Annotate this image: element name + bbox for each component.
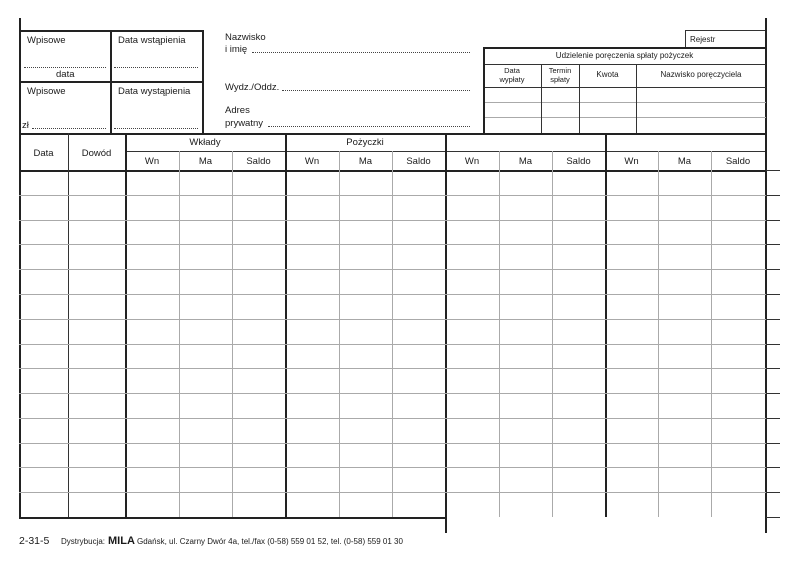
sub-wn: Wn <box>464 156 480 167</box>
frame-line <box>19 517 446 519</box>
group-wklady: Wkłady <box>189 137 221 148</box>
data-wystapienia-label: Data wystąpienia <box>118 86 191 97</box>
sub-saldo: Saldo <box>725 156 751 167</box>
frame-line <box>605 133 607 517</box>
udzielenie-title: Udzielenie poręczenia spłaty pożyczek <box>555 51 694 60</box>
grid-line <box>232 151 233 517</box>
grid-line <box>392 151 393 517</box>
form-code: 2-31-5 <box>19 535 50 547</box>
col-data: Data <box>33 148 54 159</box>
frame-line <box>765 133 767 533</box>
frame-line <box>483 64 766 65</box>
grid-line <box>483 102 766 103</box>
nazwisko-label: Nazwisko <box>225 32 266 43</box>
sub-saldo: Saldo <box>566 156 591 167</box>
grid-line <box>711 151 712 517</box>
margin-tick <box>766 170 780 171</box>
distributor-address: Gdańsk, ul. Czarny Dwór 4a, tel./fax (0-58) 559 01 52, tel. (0-58) 559 01 30 <box>137 537 403 546</box>
frame-line <box>111 30 203 32</box>
row-line <box>19 418 766 419</box>
sub-ma: Ma <box>358 156 373 167</box>
frame-line <box>483 47 766 49</box>
margin-tick <box>766 220 780 221</box>
sub-wn: Wn <box>304 156 320 167</box>
sub-ma: Ma <box>677 156 692 167</box>
wydz-label: Wydz./Oddz. <box>225 82 280 93</box>
frame-line <box>483 87 766 88</box>
adres-label: Adres <box>225 105 250 116</box>
data-wstapienia-label: Data wstąpienia <box>118 35 186 46</box>
zl-field[interactable] <box>32 128 106 129</box>
row-line <box>19 269 766 270</box>
frame-line <box>685 30 686 47</box>
sub-ma: Ma <box>198 156 213 167</box>
row-line <box>19 443 766 444</box>
rejestr-label: Rejestr <box>690 35 716 44</box>
zl-label: zł <box>22 120 29 131</box>
col-nazwisko-poreczyciela: Nazwisko poręczyciela <box>660 70 742 79</box>
margin-tick <box>766 443 780 444</box>
grid-line <box>339 151 340 517</box>
row-line <box>19 368 766 369</box>
col-dowod: Dowód <box>81 148 112 159</box>
data-wystapienia-field[interactable] <box>114 128 198 129</box>
sub-wn: Wn <box>624 156 639 167</box>
margin-tick <box>766 418 780 419</box>
frame-line <box>541 64 542 134</box>
margin-tick <box>766 195 780 196</box>
wpisowe-label-2: Wpisowe <box>27 86 66 97</box>
frame-line <box>202 30 204 134</box>
wpisowe-field[interactable] <box>24 67 106 68</box>
col-termin-splaty: Termin <box>548 66 572 75</box>
grid-line <box>179 151 180 517</box>
brand-name: MILA <box>108 535 135 547</box>
grid-line <box>483 117 766 118</box>
col-kwota: Kwota <box>596 70 619 79</box>
sub-saldo: Saldo <box>246 156 271 167</box>
sub-wn: Wn <box>144 156 160 167</box>
margin-tick <box>766 368 780 369</box>
row-line <box>19 393 766 394</box>
margin-tick <box>766 244 780 245</box>
margin-tick <box>766 467 780 468</box>
imie-label: i imię <box>225 44 248 55</box>
margin-tick <box>766 319 780 320</box>
frame-line <box>125 133 127 517</box>
wydz-field[interactable] <box>282 90 470 91</box>
wpisowe-label: Wpisowe <box>27 35 66 46</box>
frame-line <box>445 133 447 533</box>
adres-field[interactable] <box>268 126 470 127</box>
grid-line <box>499 151 500 517</box>
group-pozyczki: Pożyczki <box>346 137 384 148</box>
row-line <box>19 220 766 221</box>
row-line <box>19 294 766 295</box>
row-line <box>19 467 766 468</box>
col-data-wyplaty: Data <box>504 66 520 75</box>
frame-line <box>685 30 765 31</box>
margin-tick <box>766 344 780 345</box>
margin-tick <box>766 517 780 518</box>
margin-tick <box>766 294 780 295</box>
data-wstapienia-field[interactable] <box>114 67 198 68</box>
col-data-wyplaty-2: wypłaty <box>499 75 525 84</box>
frame-line <box>19 30 111 32</box>
dystrybucja-label: Dystrybucja: <box>61 537 106 546</box>
prywatny-label: prywatny <box>225 118 264 129</box>
frame-line <box>19 133 766 135</box>
data-label: data <box>56 69 75 80</box>
grid-line <box>552 151 553 517</box>
row-line <box>19 492 766 493</box>
sub-ma: Ma <box>518 156 533 167</box>
frame-line <box>483 47 485 134</box>
frame-line <box>110 30 112 134</box>
row-line <box>19 344 766 345</box>
sub-saldo: Saldo <box>406 156 431 167</box>
row-line <box>19 195 766 196</box>
grid-line <box>658 151 659 517</box>
row-line <box>19 319 766 320</box>
frame-line <box>68 133 69 517</box>
nazwisko-field[interactable] <box>252 52 470 53</box>
row-line <box>19 244 766 245</box>
margin-tick <box>766 393 780 394</box>
frame-line <box>19 18 21 134</box>
frame-line <box>19 133 21 517</box>
margin-tick <box>766 269 780 270</box>
margin-tick <box>766 492 780 493</box>
col-termin-splaty-2: spłaty <box>550 75 570 84</box>
frame-line <box>285 133 287 517</box>
